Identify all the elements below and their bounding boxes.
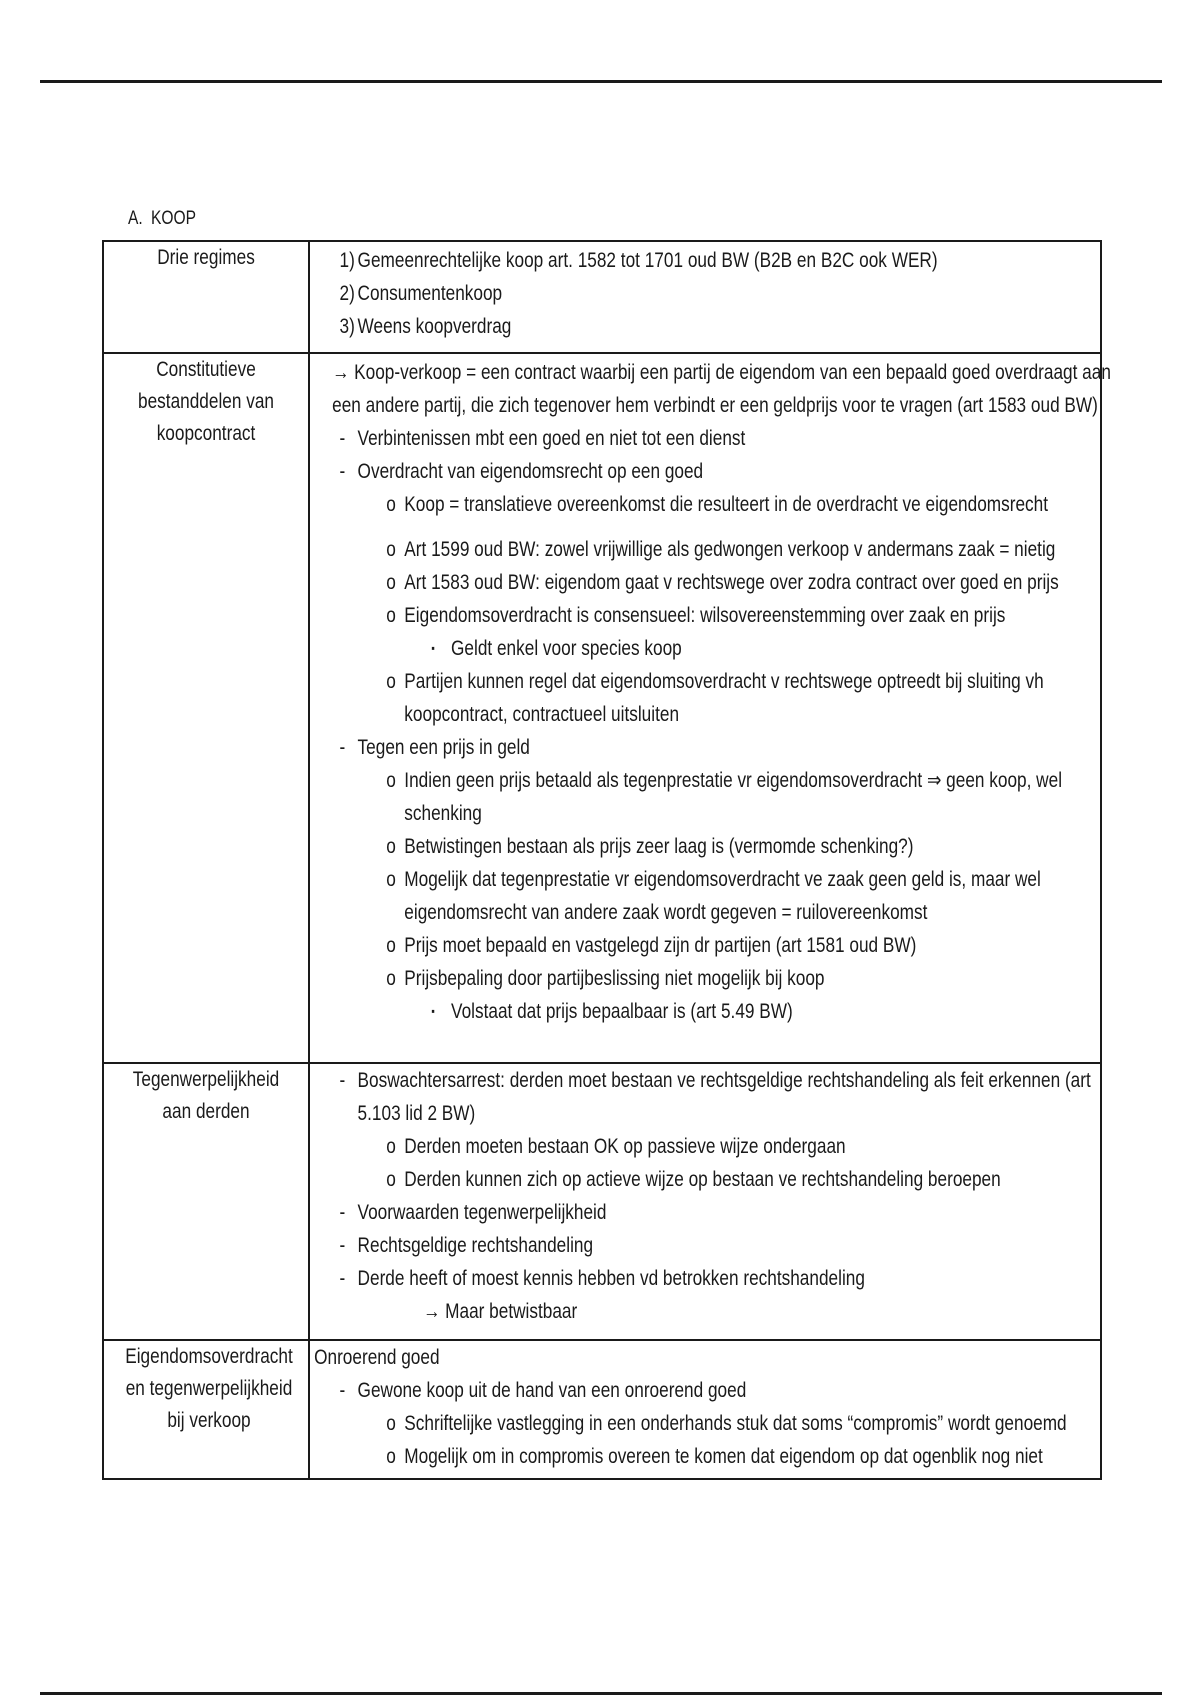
bottom-rule	[40, 1692, 1162, 1695]
list-item: 3) Weens koopverdrag	[339, 315, 512, 338]
row-content-cell	[309, 353, 1111, 1063]
table-row	[103, 1340, 1101, 1479]
list-item: - Rechtsgeldige rechtshandeling	[339, 1234, 594, 1257]
section-heading	[128, 208, 196, 230]
intro-text: → Koop-verkoop = een contract waarbij een partij de eigendom van een bepaald goed overdraagt aan	[332, 361, 1111, 384]
row-label-cell	[103, 241, 309, 353]
row-label-cell	[103, 353, 309, 1063]
koop-table	[102, 240, 1111, 1480]
list-item: o Art 1583 oud BW: eigendom gaat v rechtswege over zodra contract over goed en prijs	[386, 571, 1059, 594]
subheading: Onroerend goed	[314, 1346, 440, 1369]
section-title: KOOP	[150, 208, 196, 229]
row-content-cell	[309, 1063, 1101, 1340]
list-item: o Prijs moet bepaald en vastgelegd zijn dr partijen (art 1581 oud BW)	[386, 934, 917, 957]
list-item-continuation: schenking	[404, 802, 482, 825]
intro-text: een andere partij, die zich tegenover hem verbindt er een geldprijs voor te vragen (art 1583 oud BW)	[332, 394, 1098, 417]
row-label: Constitutieve bestanddelen van koopcontract	[138, 358, 274, 445]
row-label: Drie regimes	[157, 246, 255, 269]
list-item: o Indien geen prijs betaald als tegenprestatie vr eigendomsoverdracht ⇒ geen koop, wel	[386, 769, 1063, 792]
list-item: - Verbintenissen mbt een goed en niet tot een dienst	[339, 427, 746, 450]
row-content-cell	[309, 241, 1101, 353]
list-item: o Schriftelijke vastlegging in een onderhands stuk dat soms “compromis” wordt genoemd	[386, 1412, 1067, 1435]
section-number: A.	[128, 208, 143, 229]
list-item: - Tegen een prijs in geld	[339, 736, 530, 759]
table-row	[103, 1063, 1101, 1340]
list-item: - Overdracht van eigendomsrecht op een goed	[339, 460, 704, 483]
list-item: o Partijen kunnen regel dat eigendomsoverdracht v rechtswege optreedt bij sluiting vh	[386, 670, 1044, 693]
list-item: - Boswachtersarrest: derden moet bestaan ve rechtsgeldige rechtshandeling als feit erkennen (art	[339, 1069, 1091, 1092]
list-item: o Derden moeten bestaan OK op passieve wijze ondergaan	[386, 1135, 846, 1158]
list-item-continuation: eigendomsrecht van andere zaak wordt gegeven = ruilovereenkomst	[404, 901, 928, 924]
row-content-cell	[309, 1340, 1101, 1479]
list-item: o Eigendomsoverdracht is consensueel: wilsovereenstemming over zaak en prijs	[386, 604, 1006, 627]
list-item: 1) Gemeenrechtelijke koop art. 1582 tot 1701 oud BW (B2B en B2C ook WER)	[339, 249, 938, 272]
list-item: o Betwistingen bestaan als prijs zeer laag is (vermomde schenking?)	[386, 835, 914, 858]
row-label-cell	[103, 1063, 309, 1340]
list-item: o Mogelijk om in compromis overeen te komen dat eigendom op dat ogenblik nog niet	[386, 1445, 1043, 1468]
list-item: ▪ Geldt enkel voor species koop	[431, 637, 682, 660]
list-item: - Voorwaarden tegenwerpelijkheid	[339, 1201, 607, 1224]
list-item-continuation: koopcontract, contractueel uitsluiten	[404, 703, 680, 726]
list-item: o Mogelijk dat tegenprestatie vr eigendomsoverdracht ve zaak geen geld is, maar wel	[386, 868, 1041, 891]
list-item: o Koop = translatieve overeenkomst die resulteert in de overdracht ve eigendomsrecht	[386, 493, 1049, 516]
note-text: → Maar betwistbaar	[423, 1300, 578, 1323]
list-item-continuation: 5.103 lid 2 BW)	[357, 1102, 476, 1125]
list-item: o Prijsbepaling door partijbeslissing niet mogelijk bij koop	[386, 967, 825, 990]
row-label-cell	[103, 1340, 309, 1479]
list-item: o Derden kunnen zich op actieve wijze op bestaan ve rechtshandeling beroepen	[386, 1168, 1001, 1191]
row-label: Eigendomsoverdracht en tegenwerpelijkheid bij verkoop	[125, 1345, 293, 1432]
list-item: 2) Consumentenkoop	[339, 282, 503, 305]
list-item: o Art 1599 oud BW: zowel vrijwillige als gedwongen verkoop v andermans zaak = nietig	[386, 538, 1056, 561]
table-row	[103, 353, 1101, 1063]
row-label: Tegenwerpelijkheid aan derden	[132, 1068, 280, 1123]
list-item: ▪ Volstaat dat prijs bepaalbaar is (art 5.49 BW)	[431, 1000, 793, 1023]
table-row	[103, 241, 1101, 353]
list-item: - Derde heeft of moest kennis hebben vd betrokken rechtshandeling	[339, 1267, 865, 1290]
top-rule	[40, 80, 1162, 83]
list-item: - Gewone koop uit de hand van een onroerend goed	[339, 1379, 747, 1402]
